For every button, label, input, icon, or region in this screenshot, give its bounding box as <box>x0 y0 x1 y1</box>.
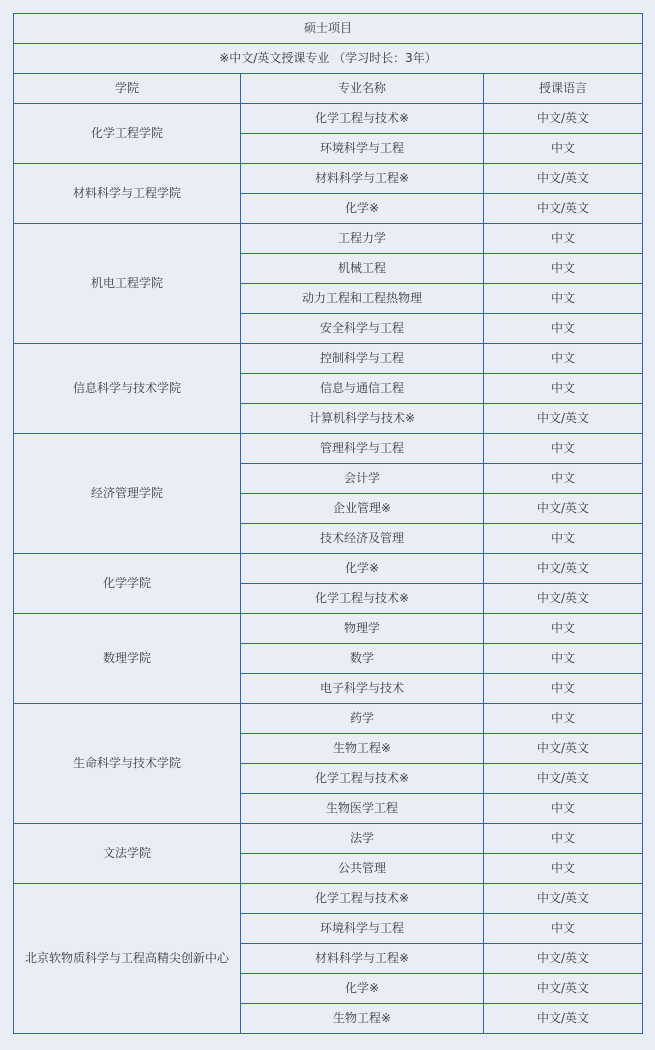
language-cell: 中文/英文 <box>484 554 643 584</box>
major-cell: 公共管理 <box>241 854 484 884</box>
language-cell: 中文/英文 <box>484 764 643 794</box>
header-major: 专业名称 <box>241 74 484 104</box>
major-cell: 安全科学与工程 <box>241 314 484 344</box>
table-body <box>14 104 643 1034</box>
language-cell: 中文 <box>484 464 643 494</box>
major-cell: 化学※ <box>241 974 484 1004</box>
table-row <box>14 704 643 734</box>
language-cell: 中文/英文 <box>484 104 643 134</box>
major-cell: 动力工程和工程热物理 <box>241 284 484 314</box>
header-row <box>14 74 643 104</box>
header-school: 学院 <box>14 74 241 104</box>
table-row <box>14 824 643 854</box>
masters-programs-table <box>13 13 643 1034</box>
language-cell: 中文/英文 <box>484 734 643 764</box>
language-cell: 中文 <box>484 134 643 164</box>
table-row <box>14 884 643 914</box>
major-cell: 工程力学 <box>241 224 484 254</box>
language-cell: 中文 <box>484 224 643 254</box>
major-cell: 环境科学与工程 <box>241 134 484 164</box>
major-cell: 控制科学与工程 <box>241 344 484 374</box>
major-cell: 企业管理※ <box>241 494 484 524</box>
language-cell: 中文/英文 <box>484 974 643 1004</box>
major-cell: 数学 <box>241 644 484 674</box>
major-cell: 化学工程与技术※ <box>241 764 484 794</box>
major-cell: 信息与通信工程 <box>241 374 484 404</box>
major-cell: 物理学 <box>241 614 484 644</box>
language-cell: 中文 <box>484 344 643 374</box>
major-cell: 化学工程与技术※ <box>241 884 484 914</box>
major-cell: 材料科学与工程※ <box>241 164 484 194</box>
school-cell: 数理学院 <box>14 614 241 704</box>
language-cell: 中文 <box>484 374 643 404</box>
major-cell: 电子科学与技术 <box>241 674 484 704</box>
language-cell: 中文 <box>484 314 643 344</box>
language-cell: 中文/英文 <box>484 944 643 974</box>
major-cell: 化学工程与技术※ <box>241 584 484 614</box>
table-row <box>14 224 643 254</box>
table-row <box>14 344 643 374</box>
language-cell: 中文/英文 <box>484 494 643 524</box>
major-cell: 法学 <box>241 824 484 854</box>
major-cell: 化学※ <box>241 194 484 224</box>
title-row <box>14 14 643 44</box>
language-cell: 中文 <box>484 704 643 734</box>
major-cell: 材料科学与工程※ <box>241 944 484 974</box>
major-cell: 生物工程※ <box>241 734 484 764</box>
language-cell: 中文/英文 <box>484 164 643 194</box>
school-cell: 机电工程学院 <box>14 224 241 344</box>
language-cell: 中文/英文 <box>484 194 643 224</box>
subtitle-row <box>14 44 643 74</box>
table-row <box>14 434 643 464</box>
language-cell: 中文/英文 <box>484 884 643 914</box>
table-row <box>14 104 643 134</box>
major-cell: 会计学 <box>241 464 484 494</box>
major-cell: 计算机科学与技术※ <box>241 404 484 434</box>
language-cell: 中文 <box>484 674 643 704</box>
language-cell: 中文 <box>484 644 643 674</box>
major-cell: 生物工程※ <box>241 1004 484 1034</box>
table-row <box>14 614 643 644</box>
table-row <box>14 554 643 584</box>
table-subtitle: ※中文/英文授课专业 （学习时长：3年） <box>14 44 643 74</box>
language-cell: 中文/英文 <box>484 1004 643 1034</box>
school-cell: 材料科学与工程学院 <box>14 164 241 224</box>
language-cell: 中文 <box>484 854 643 884</box>
language-cell: 中文 <box>484 614 643 644</box>
school-cell: 北京软物质科学与工程高精尖创新中心 <box>14 884 241 1034</box>
table-row <box>14 164 643 194</box>
language-cell: 中文 <box>484 824 643 854</box>
language-cell: 中文/英文 <box>484 404 643 434</box>
school-cell: 经济管理学院 <box>14 434 241 554</box>
school-cell: 化学学院 <box>14 554 241 614</box>
header-language: 授课语言 <box>484 74 643 104</box>
language-cell: 中文 <box>484 914 643 944</box>
major-cell: 环境科学与工程 <box>241 914 484 944</box>
major-cell: 药学 <box>241 704 484 734</box>
language-cell: 中文 <box>484 524 643 554</box>
table-title: 硕士项目 <box>14 14 643 44</box>
major-cell: 管理科学与工程 <box>241 434 484 464</box>
major-cell: 生物医学工程 <box>241 794 484 824</box>
major-cell: 化学工程与技术※ <box>241 104 484 134</box>
school-cell: 化学工程学院 <box>14 104 241 164</box>
language-cell: 中文 <box>484 794 643 824</box>
major-cell: 化学※ <box>241 554 484 584</box>
school-cell: 生命科学与技术学院 <box>14 704 241 824</box>
language-cell: 中文 <box>484 434 643 464</box>
language-cell: 中文 <box>484 284 643 314</box>
school-cell: 信息科学与技术学院 <box>14 344 241 434</box>
major-cell: 机械工程 <box>241 254 484 284</box>
school-cell: 文法学院 <box>14 824 241 884</box>
programs-table-container <box>13 13 643 1034</box>
major-cell: 技术经济及管理 <box>241 524 484 554</box>
language-cell: 中文/英文 <box>484 584 643 614</box>
language-cell: 中文 <box>484 254 643 284</box>
